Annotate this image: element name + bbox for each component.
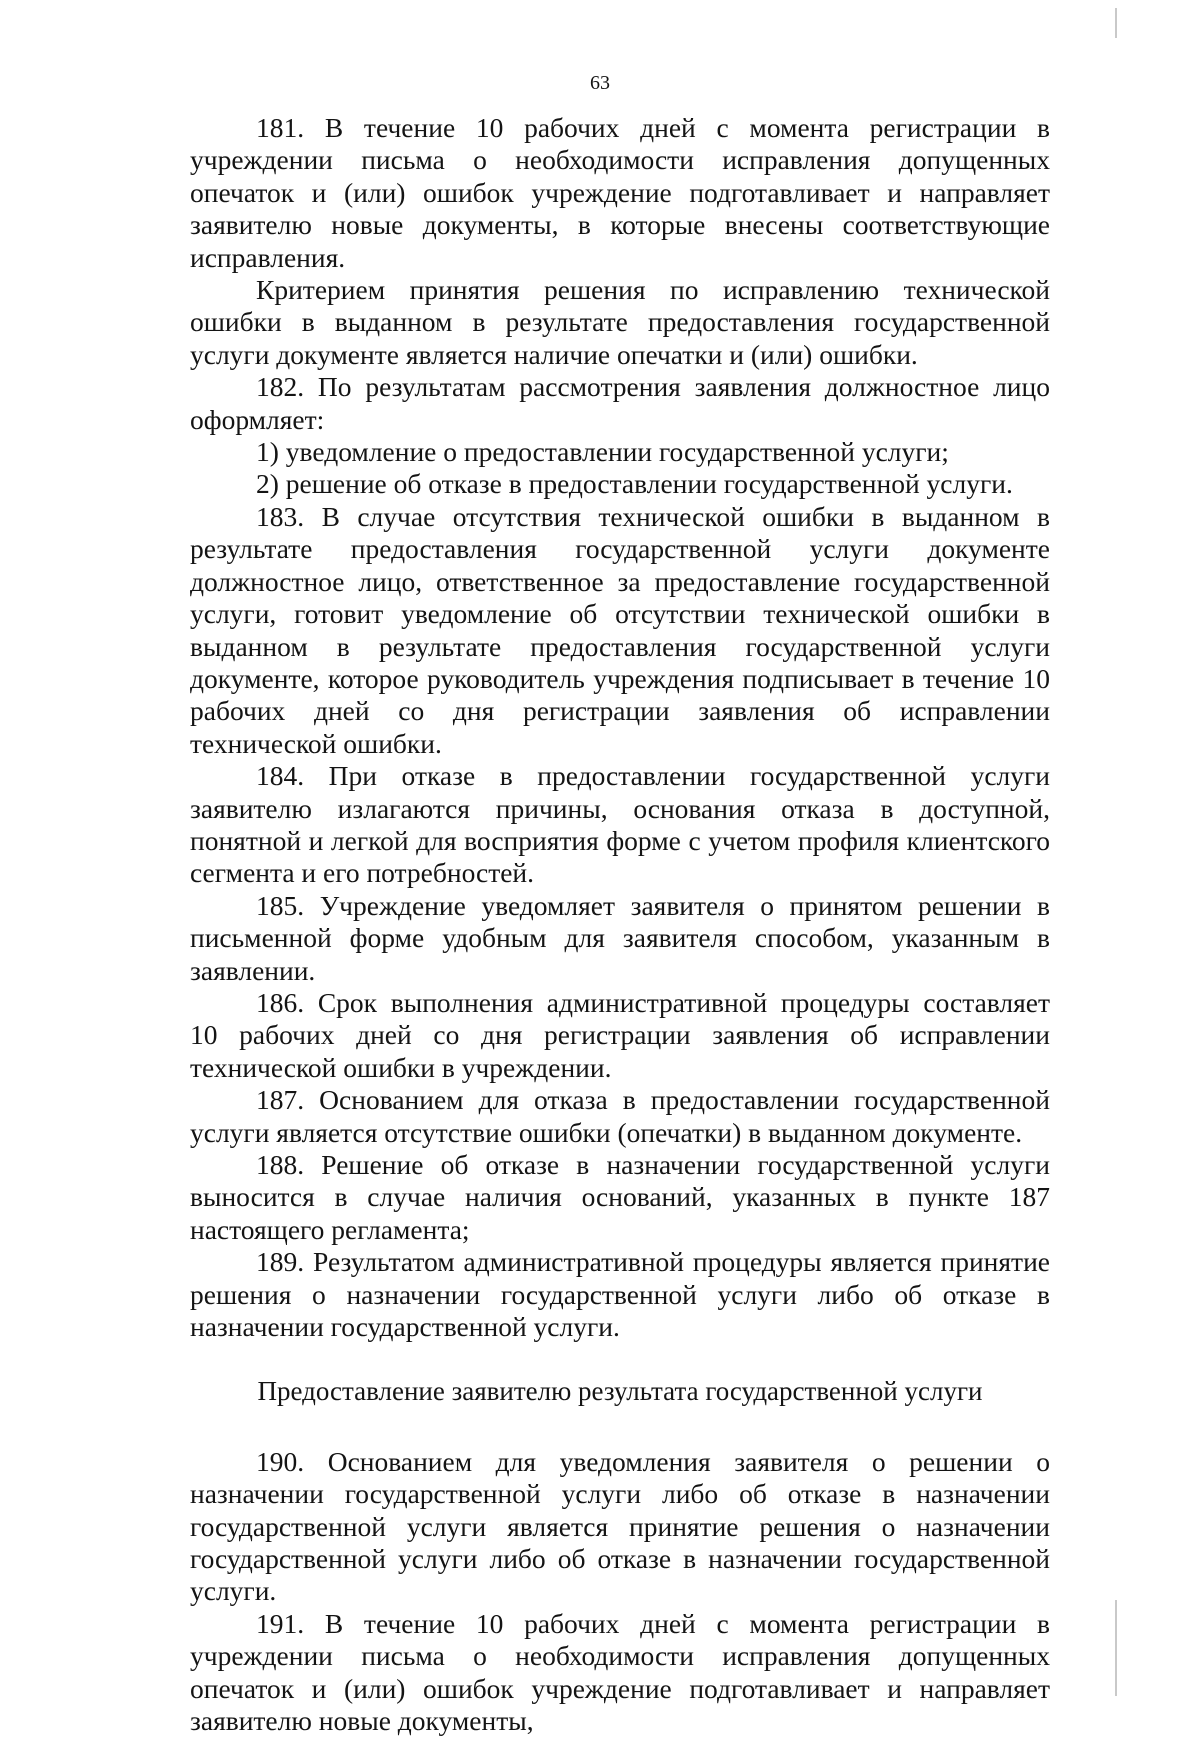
scan-artifact-bottom (1115, 1600, 1117, 1696)
paragraph-184: 184. При отказе в предоставлении государственной услуги заявителю излагаются причины, основания отказа в доступной, понятной и легкой для восприятия форме с учетом профиля клиентского сегмента и его потребностей. (190, 760, 1050, 889)
paragraph-183: 183. В случае отсутствия технической ошибки в выданном в результате предоставления государственной услуги документе должностное лицо, ответственное за предоставление государственной услуги, готовит уведомление об отсутствии технической ошибки в выданном в результате предоставления государственной услуги документе, которое руководитель учреждения подписывает в течение 10 рабочих дней со дня регистрации заявления об исправлении технической ошибки. (190, 500, 1050, 759)
scan-artifact-top (1115, 8, 1117, 38)
paragraph-186: 186. Срок выполнения административной процедуры составляет 10 рабочих дней со дня регистрации заявления об исправлении технической ошибки в учреждении. (190, 986, 1050, 1083)
paragraph-187: 187. Основанием для отказа в предоставлении государственной услуги является отсутствие ошибки (опечатки) в выданном документе. (190, 1084, 1050, 1148)
paragraph-189: 189. Результатом административной процедуры является принятие решения о назначении государственной услуги либо об отказе в назначении государственной услуги. (190, 1246, 1050, 1343)
paragraph-181-criterion: Критерием принятия решения по исправлению технической ошибки в выданном в результате предоставления государственной услуги документе является наличие опечатки и (или) ошибки. (190, 274, 1050, 370)
page-number: 63 (590, 72, 610, 94)
paragraph-182-item-1: 1) уведомление о предоставлении государственной услуги; (256, 436, 949, 468)
paragraph-191: 191. В течение 10 рабочих дней с момента регистрации в учреждении письма о необходимости исправления допущенных опечаток и (или) ошибок учреждение подготавливает и направляет заявителю новые документы, (190, 1607, 1050, 1737)
section-heading: Предоставление заявителю результата государственной услуги (257, 1376, 983, 1407)
paragraph-190: 190. Основанием для уведомления заявителя о решении о назначении государственной услуги либо об отказе в назначении государственной услуги является принятие решения о назначении государственной услуги либо об отказе в назначении государственной услуги. (190, 1445, 1050, 1607)
document-body (190, 112, 1050, 1738)
paragraph-181: 181. В течение 10 рабочих дней с момента регистрации в учреждении письма о необходимости исправления допущенных опечаток и (или) ошибок учреждение подготавливает и направляет заявителю новые документы, в которые внесены соответствующие исправления. (190, 112, 1050, 273)
paragraph-182-item-2: 2) решение об отказе в предоставлении государственной услуги. (256, 468, 1013, 500)
paragraph-182: 182. По результатам рассмотрения заявления должностное лицо оформляет: (190, 371, 1050, 435)
paragraph-188: 188. Решение об отказе в назначении государственной услуги выносится в случае наличия оснований, указанных в пункте 187 настоящего регламента; (190, 1149, 1050, 1245)
paragraph-185: 185. Учреждение уведомляет заявителя о принятом решении в письменной форме удобным для заявителя способом, указанным в заявлении. (190, 889, 1050, 986)
